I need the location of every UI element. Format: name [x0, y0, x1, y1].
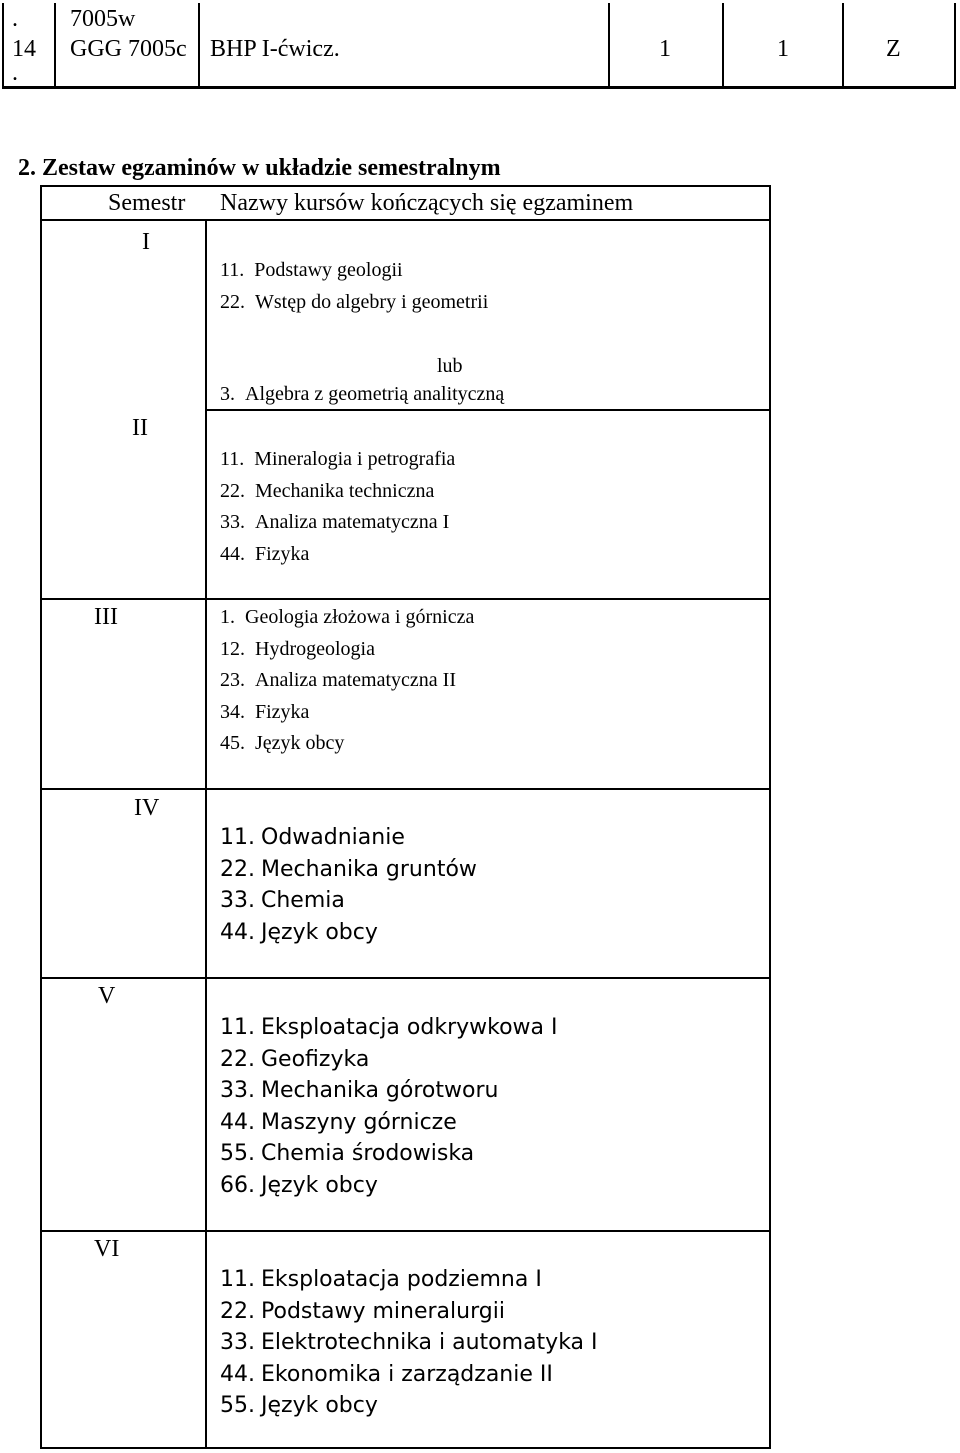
list-item: 11. Odwadnianie — [220, 825, 405, 850]
list-item: 44. Fizyka — [220, 542, 310, 565]
list-item: 44. Maszyny górnicze — [220, 1109, 457, 1135]
row-separator — [42, 598, 769, 600]
list-item: 12. Hydrogeologia — [220, 637, 375, 660]
course-list-sem-1 — [220, 255, 488, 318]
list-item: 22. Wstęp do algebry i geometrii — [220, 290, 489, 313]
list-item: 1. Geologia złożowa i górnicza — [220, 606, 475, 628]
course-list-sem-1-alt — [220, 379, 504, 411]
list-item: 55. Chemia środowiska — [220, 1141, 475, 1166]
alternative-separator: lub — [437, 355, 463, 377]
list-item: 44. Ekonomika i zarządzanie II — [220, 1361, 553, 1387]
list-item: 22. Mechanika gruntów — [220, 856, 477, 882]
list-item: 66. Język obcy — [220, 1172, 378, 1198]
list-item: 33. Analiza matematyczna I — [220, 511, 450, 533]
hours-value: 1 — [659, 36, 671, 62]
header-separator — [42, 219, 769, 221]
list-item: 22. Podstawy mineralurgii — [220, 1298, 505, 1324]
row-separator — [42, 977, 769, 979]
row-separator — [42, 788, 769, 790]
row-number: 14 — [12, 36, 36, 62]
row-number-dot-top: . — [12, 6, 18, 32]
course-list-sem-4 — [220, 822, 477, 948]
course-list-sem-6 — [220, 1264, 598, 1422]
exam-table — [40, 185, 771, 1449]
course-name: BHP I-ćwicz. — [210, 36, 340, 62]
semester-label-V: V — [98, 983, 116, 1009]
list-item: 33. Mechanika górotworu — [220, 1078, 499, 1103]
cell-border — [722, 3, 724, 86]
course-list-sem-5 — [220, 1012, 558, 1201]
section-heading: 2. Zestaw egzaminów w układzie semestralnym — [18, 155, 501, 181]
header-courses: Nazwy kursów kończących się egzaminem — [220, 190, 634, 216]
list-item: 11. Eksploatacja odkrywkowa I — [220, 1015, 558, 1040]
list-item: 45. Język obcy — [220, 732, 345, 754]
semester-label-I: I — [142, 229, 150, 255]
ects-value: 1 — [777, 36, 789, 62]
list-item: 22. Mechanika techniczna — [220, 479, 435, 502]
list-item: 3. Algebra z geometrią analityczną — [220, 383, 505, 405]
semester-label-II: II — [132, 415, 148, 441]
column-separator — [205, 219, 207, 1447]
row-number-dot-bottom: . — [12, 60, 18, 86]
semester-label-III: III — [94, 604, 118, 630]
cell-border — [608, 3, 610, 86]
semester-label-VI: VI — [94, 1236, 120, 1262]
list-item: 33. Chemia — [220, 888, 345, 913]
list-item: 11. Mineralogia i petrografia — [220, 448, 456, 470]
assessment-value: Z — [886, 36, 901, 62]
course-code: GGG 7005c — [70, 36, 187, 62]
previous-table-row — [2, 3, 956, 89]
list-item: 34. Fizyka — [220, 700, 310, 723]
cell-border — [198, 3, 200, 86]
row-separator — [42, 1230, 769, 1232]
list-item: 11. Eksploatacja podziemna I — [220, 1267, 542, 1292]
list-item: 22. Geofizyka — [220, 1046, 370, 1072]
course-code-top: 7005w — [70, 6, 136, 32]
list-item: 33. Elektrotechnika i automatyka I — [220, 1330, 598, 1355]
list-item: 44. Język obcy — [220, 919, 378, 945]
list-item: 23. Analiza matematyczna II — [220, 669, 456, 691]
course-list-sem-3 — [220, 602, 474, 760]
cell-border — [842, 3, 844, 86]
cell-border — [54, 3, 56, 86]
header-semester: Semestr — [108, 190, 186, 216]
list-item: 55. Język obcy — [220, 1393, 378, 1418]
list-item: 11. Podstawy geologii — [220, 259, 403, 281]
course-list-sem-2 — [220, 444, 455, 570]
semester-label-IV: IV — [134, 795, 160, 821]
